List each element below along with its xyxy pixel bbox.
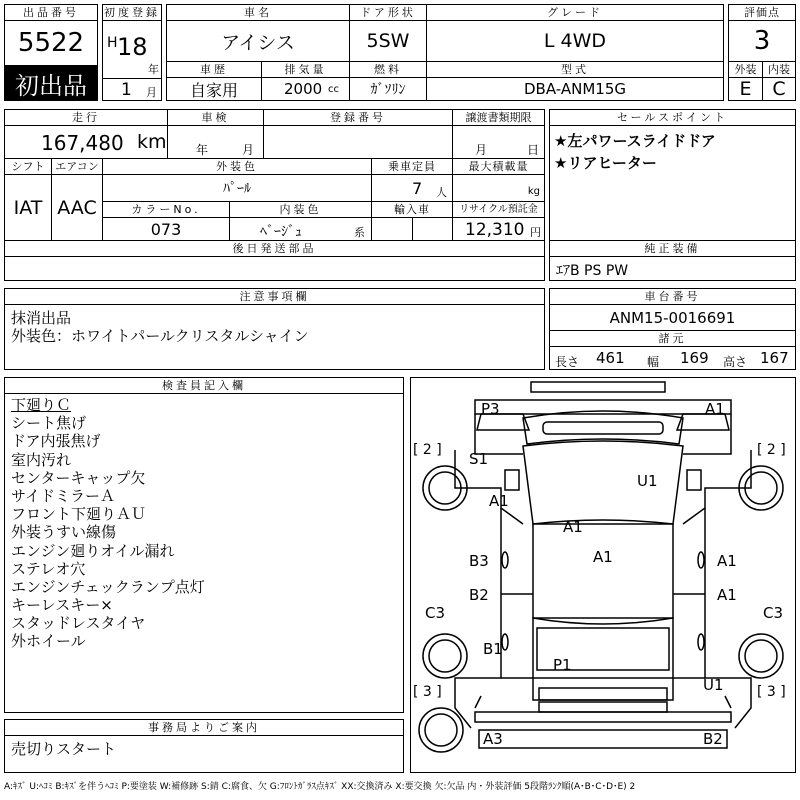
sales-point-1: ★左パワースライドドア [554, 132, 716, 150]
chassis-number: ANM15-0016691 [549, 304, 796, 331]
exterior-grade: E [728, 77, 763, 101]
year-unit: 年 [148, 63, 159, 76]
color-no: 073 [102, 217, 230, 241]
int-color-label: 内装色 [229, 201, 372, 218]
grade-label: グレード [426, 4, 724, 21]
right-mirror [687, 470, 701, 490]
mark-s1: S1 [469, 450, 489, 468]
front-panel-shape [475, 400, 731, 414]
sales-label: セールスポイント [549, 109, 796, 126]
mark-c3-left: C3 [425, 604, 446, 622]
mark-a1-right-1: A1 [717, 552, 737, 570]
left-mirror [505, 470, 519, 490]
era: H [107, 35, 118, 51]
windshield-strip [543, 422, 663, 434]
note-line-1: 抹消出品 [11, 309, 72, 327]
damage-diagram [410, 377, 796, 773]
mileage-cell [4, 125, 168, 159]
mark-a1-front-right: A1 [705, 400, 725, 418]
inspector-line-9: エンジン廻りオイル漏れ [11, 541, 175, 560]
mileage: 167,480 [41, 131, 124, 155]
displacement-unit: cc [328, 84, 339, 95]
inspector-cell [4, 393, 404, 713]
rear-strip [539, 688, 667, 700]
mark-b2-left: B2 [469, 586, 489, 604]
rear-strip-2 [539, 702, 667, 712]
tailgate [533, 678, 673, 700]
door-type: 5SW [349, 20, 427, 62]
mark-a1-front-left: A1 [489, 492, 509, 510]
inspector-line-4: 室内汚れ [11, 450, 72, 469]
length-label: 長さ [555, 355, 580, 369]
office-label: 事務局よりご案内 [4, 719, 404, 736]
capacity-cell [371, 174, 453, 202]
inspector-label: 検査員記入欄 [4, 377, 404, 394]
import-cell [371, 217, 453, 241]
inspection-cell [167, 125, 264, 159]
inspector-line-14: 外ホイール [11, 632, 86, 651]
inspector-line-12: キーレスキー× [11, 596, 113, 615]
office-text: 売切りスタート [11, 740, 117, 758]
transfer-cell [452, 125, 545, 159]
color: ﾊﾟｰﾙ [102, 174, 372, 202]
inspection-month-unit: 月 [242, 143, 255, 157]
first-reg-label: 初度登録 [104, 6, 160, 19]
inspector-list [11, 396, 205, 651]
front-bumper-shape [531, 382, 665, 392]
tire-rear-left: [ 3 ] [413, 684, 442, 700]
legend-footer: A:ｷｽﾞ U:ﾍｺﾐ B:ｷｽﾞを伴うﾍｺﾐ P:要塗装 W:補修跡 S:錆 C:腐食、欠 G:ﾌﾛﾝﾄｶﾞﾗｽ点ｷｽﾞ XX:交換済み X:要交換 欠:欠品 内・外装評価 5段階ﾗﾝｸ順(A･B･C･D･E) 2 [4, 782, 636, 792]
import-label: 輸入車 [371, 201, 453, 218]
recycle-unit: 円 [530, 226, 541, 239]
cabin-front [523, 441, 683, 524]
length: 461 [596, 349, 625, 367]
recycle-cell [452, 217, 545, 241]
width-label: 幅 [647, 355, 660, 369]
interior-label: 内装 [762, 61, 796, 78]
load-label: 最大積載量 [452, 158, 545, 175]
fuel: ｶﾞｿﾘﾝ [349, 77, 427, 101]
load-cell [452, 174, 545, 202]
grade: L 4WD [426, 20, 724, 62]
inspector-line-3: ドア内張焦げ [11, 432, 101, 451]
int-color: ﾍﾞｰｼﾞｭ [260, 224, 302, 240]
notes-label: 注意事項欄 [4, 288, 545, 305]
inspector-line-11: エンジンチェックランプ点灯 [11, 577, 205, 596]
bottom-panel [479, 730, 727, 748]
tire-front-left: [ 2 ] [413, 442, 442, 458]
spec-label: 諸元 [549, 330, 796, 347]
mark-p3: P3 [481, 400, 500, 418]
mark-a3: A3 [483, 730, 503, 748]
transfer-day-unit: 日 [527, 143, 540, 157]
exterior-label: 外装 [728, 61, 763, 78]
equip-cell [549, 256, 796, 281]
mark-p1: P1 [553, 656, 572, 674]
recycle: 12,310 [465, 220, 525, 240]
displacement-cell [261, 77, 350, 101]
capacity: 7 [412, 179, 423, 198]
door-label: ドア形状 [349, 4, 427, 21]
inspector-line-7: フロント下廻りＡＵ [11, 505, 147, 524]
displacement: 2000 [284, 80, 323, 98]
spec-cell [549, 346, 796, 370]
mileage-unit: km [137, 131, 167, 153]
mark-b3: B3 [469, 552, 489, 570]
fuel-label: 燃料 [349, 61, 427, 78]
inspector-line-1: 下廻りＣ [11, 396, 72, 414]
cabin-mid [533, 524, 673, 618]
shift: IAT [4, 174, 52, 241]
inspector-line-13: スタッドレスタイヤ [11, 614, 146, 633]
displacement-label: 排気量 [261, 61, 350, 78]
inspector-line-6: サイドミラーＡ [11, 486, 115, 505]
lot-no: 5522 [4, 20, 98, 66]
notes-cell [4, 304, 545, 370]
tire-rear-right: [ 3 ] [757, 684, 786, 700]
later-parts-cell [4, 256, 545, 281]
mark-a1-hood: A1 [563, 518, 583, 536]
first-reg-year-cell [102, 20, 162, 79]
mark-a1-roof: A1 [593, 548, 613, 566]
history: 自家用 [166, 77, 262, 101]
width: 169 [680, 349, 709, 367]
recycle-label: リサイクル預託金 [452, 201, 545, 218]
height: 167 [760, 349, 789, 367]
reg-no-cell [263, 125, 453, 159]
first-reg-year: 18 [117, 33, 148, 61]
model-label: 型式 [426, 61, 724, 78]
lot-no-label: 出品番号 [4, 4, 98, 21]
equipment: ｴｱB PS PW [556, 263, 629, 279]
first-listing-badge: 初出品 [4, 65, 98, 101]
height-label: 高さ [723, 355, 748, 369]
score: 3 [728, 20, 796, 62]
int-color-cell [229, 217, 372, 241]
inspection-label: 車検 [167, 109, 264, 126]
inspector-line-2: シート焦げ [11, 414, 87, 433]
office-cell [4, 735, 404, 773]
first-reg-month-cell [102, 78, 162, 101]
int-color-unit: 系 [354, 226, 365, 239]
rear-bumper [475, 712, 731, 722]
import-divider [412, 218, 413, 240]
chassis-label: 車台番号 [549, 288, 796, 305]
shift-label: シフト [4, 158, 52, 175]
notes-list [11, 309, 309, 345]
ac-label: エアコン [51, 158, 103, 175]
mark-c3-right: C3 [763, 604, 784, 622]
first-reg-month: 1 [121, 80, 132, 100]
later-parts-label: 後日発送部品 [4, 240, 545, 257]
interior-grade: C [762, 77, 796, 101]
note-line-2: 外装色：ホワイトパールクリスタルシャイン [11, 327, 309, 346]
inspector-line-10: ステレオ穴 [11, 559, 86, 578]
mark-u1-top: U1 [637, 472, 658, 490]
history-label: 車歴 [166, 61, 262, 78]
inspector-line-8: 外装うすい線傷 [11, 523, 117, 542]
sales-point-2: ★リアヒーター [554, 154, 657, 172]
mark-b1: B1 [483, 640, 503, 658]
transfer-month-unit: 月 [475, 143, 488, 157]
ac: AAC [51, 174, 103, 241]
inspection-year-unit: 年 [196, 143, 209, 157]
month-unit: 月 [146, 86, 157, 99]
score-label: 評価点 [728, 4, 796, 21]
model: DBA-ANM15G [426, 77, 724, 101]
sales-cell [549, 125, 796, 241]
mark-a1-right-2: A1 [717, 586, 737, 604]
hood-shape [523, 411, 683, 444]
car-name-label: 車名 [166, 4, 350, 21]
transfer-label: 譲渡書類期限 [452, 109, 545, 126]
car-outline-svg [411, 378, 795, 772]
mark-u1-bottom: U1 [703, 676, 724, 694]
inspector-line-5: センターキャップ欠 [11, 468, 146, 487]
mileage-label: 走行 [4, 109, 168, 126]
equip-label: 純正装備 [549, 240, 796, 257]
load-unit: kg [527, 186, 540, 197]
car-name: アイシス [166, 20, 350, 62]
color-label: 外装色 [102, 158, 372, 175]
door-lines-top [455, 450, 751, 524]
capacity-unit: 人 [436, 186, 447, 199]
capacity-label: 乗車定員 [371, 158, 453, 175]
color-no-label: カラーNo. [102, 201, 230, 218]
tire-front-right: [ 2 ] [757, 442, 786, 458]
reg-no-label: 登録番号 [263, 109, 453, 126]
mark-b2-bottom-right: B2 [703, 730, 723, 748]
